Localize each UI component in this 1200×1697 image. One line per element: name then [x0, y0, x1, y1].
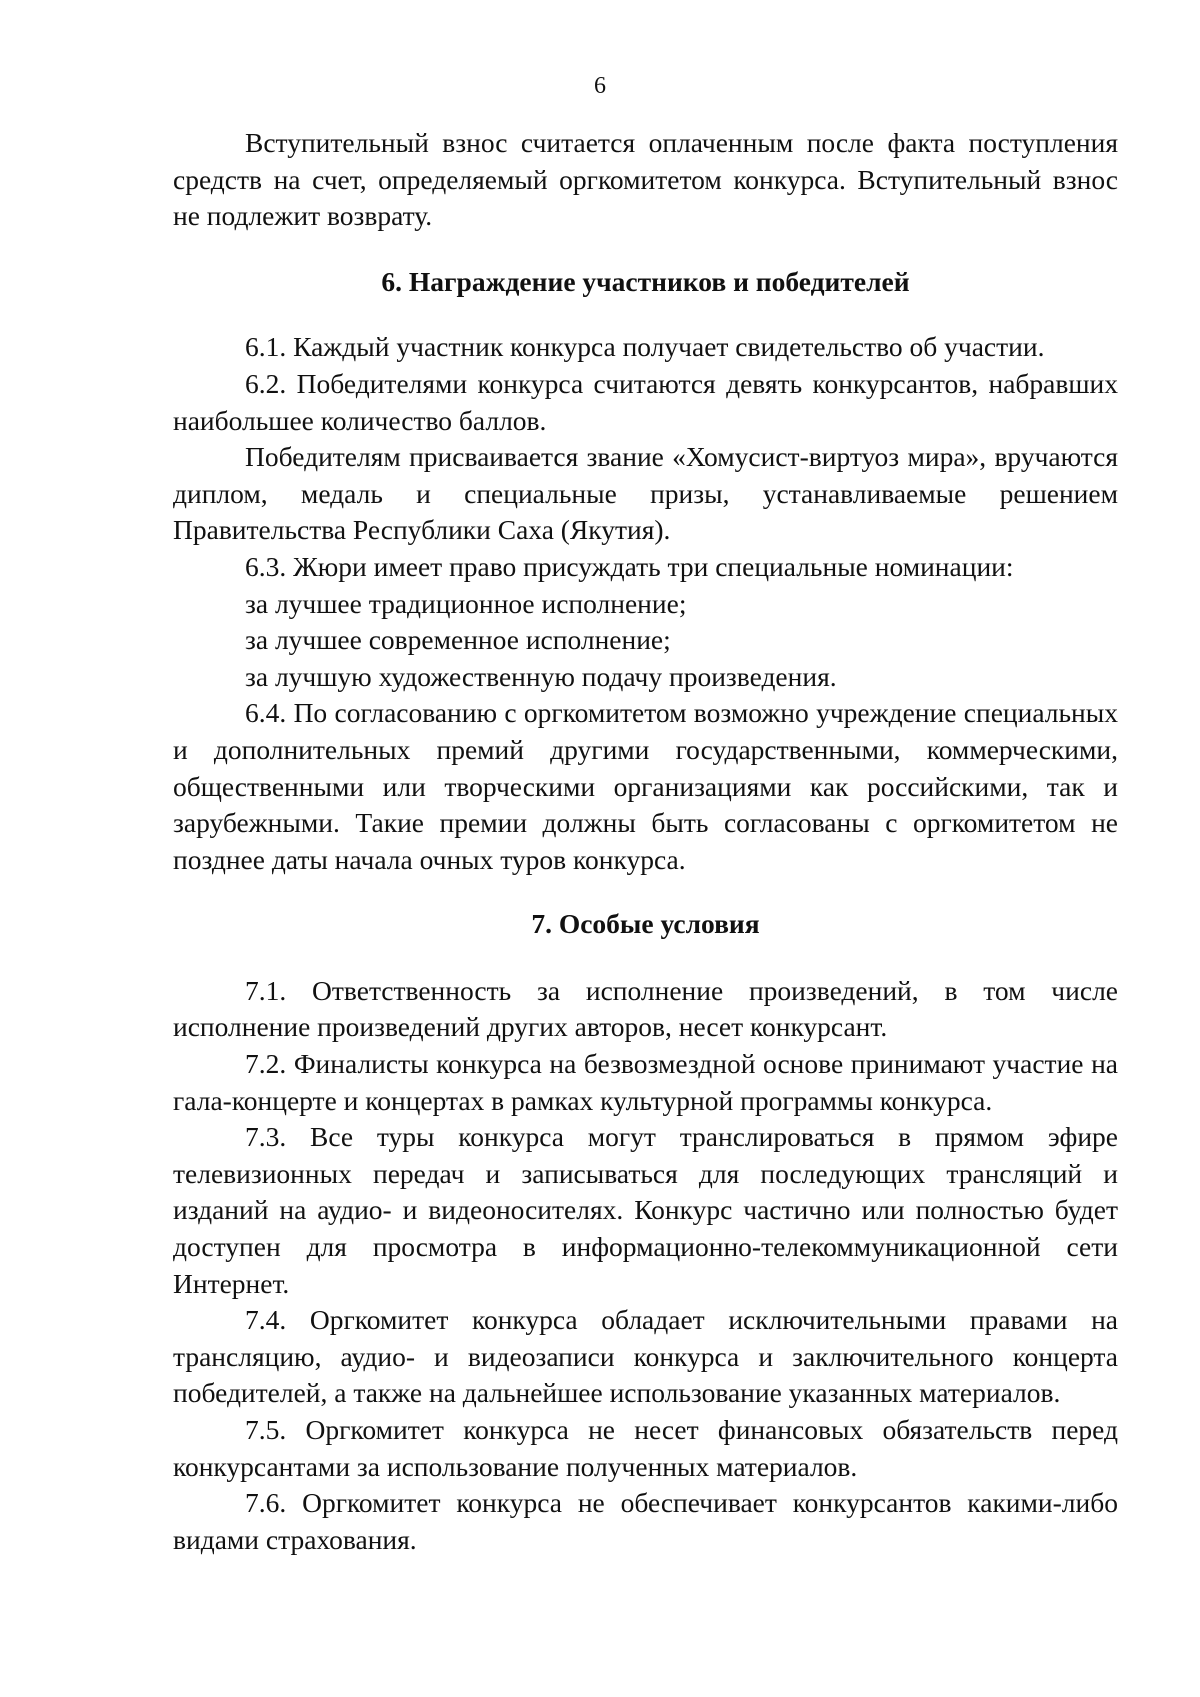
- paragraph-6-4: 6.4. По согласованию с оргкомитетом возможно учреждение специальных и дополнительных премий другими государственными, коммерческими, общественными или творческими организациями как российскими, так и зарубежными. Такие премии должны быть согласованы с оргкомитетом не позднее даты начала очных туров конкурса.: [173, 697, 1118, 875]
- paragraph-6-2: 6.2. Победителями конкурса считаются девять конкурсантов, набравших наибольшее количество баллов.: [173, 367, 1118, 436]
- document-body: [173, 125, 1118, 1558]
- page-number: 6: [594, 73, 606, 99]
- section-heading-7: 7. Особые условия: [531, 908, 760, 940]
- paragraph-winners-title: Победителям присваивается звание «Хомусист-виртуоз мира», вручаются диплом, медаль и специальные призы, устанавливаемые решением Правительства Республики Саха (Якутия).: [173, 441, 1118, 546]
- paragraph-7-6: 7.6. Оргкомитет конкурса не обеспечивает конкурсантов какими-либо видами страхования.: [173, 1487, 1118, 1555]
- section-heading-6: 6. Награждение участников и победителей: [381, 265, 910, 297]
- paragraph-6-1: 6.1. Каждый участник конкурса получает свидетельство об участии.: [245, 331, 1045, 363]
- paragraph-7-2: 7.2. Финалисты конкурса на безвозмездной основе принимают участие на гала-концерте и концертах в рамках культурной программы конкурса.: [173, 1048, 1118, 1116]
- paragraph-7-4: 7.4. Оргкомитет конкурса обладает исключительными правами на трансляцию, аудио- и видеозаписи конкурса и заключительного концерта победителей, а также на дальнейшее использование указанных материалов.: [173, 1304, 1118, 1409]
- paragraph-7-3: 7.3. Все туры конкурса могут транслироваться в прямом эфире телевизионных передач и записываться для последующих трансляций и изданий на аудио- и видеоносителях. Конкурс частично или полностью будет доступен для просмотра в информационно-телекоммуникационной сети Интернет.: [173, 1121, 1118, 1299]
- paragraph-7-1: 7.1. Ответственность за исполнение произведений, в том числе исполнение произведений других авторов, несет конкурсант.: [173, 974, 1118, 1043]
- paragraph-6-3: 6.3. Жюри имеет право присуждать три специальные номинации:: [245, 550, 1014, 582]
- nomination-artistic: за лучшую художественную подачу произведения.: [245, 660, 837, 692]
- nomination-modern: за лучшее современное исполнение;: [245, 624, 671, 656]
- nomination-traditional: за лучшее традиционное исполнение;: [245, 587, 687, 619]
- paragraph-entry-fee: Вступительный взнос считается оплаченным после факта поступления средств на счет, определяемый оргкомитетом конкурса. Вступительный взнос не подлежит возврату.: [173, 127, 1118, 232]
- paragraph-7-5: 7.5. Оргкомитет конкурса не несет финансовых обязательств перед конкурсантами за использование полученных материалов.: [173, 1414, 1118, 1482]
